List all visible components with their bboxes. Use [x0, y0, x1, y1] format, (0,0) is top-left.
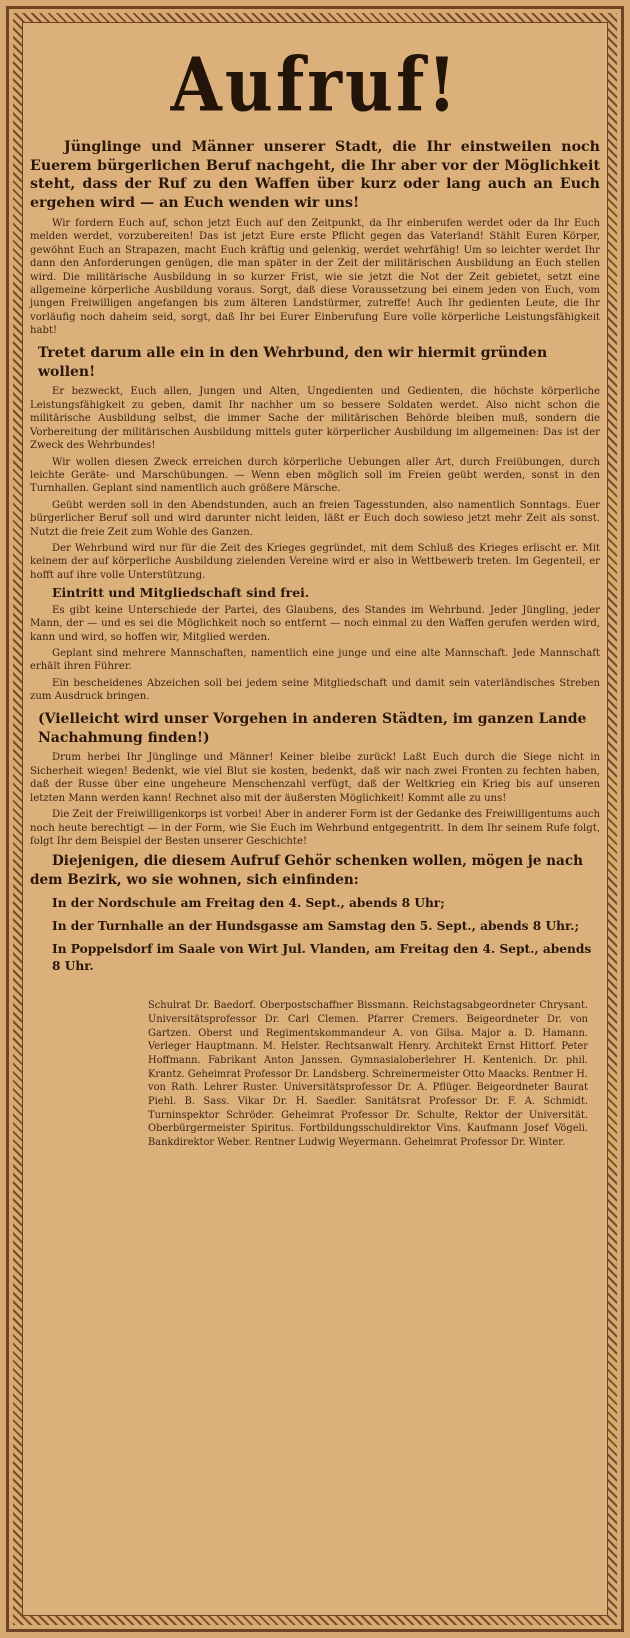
paragraph-exercises: Wir wollen diesen Zweck erreichen durch körperliche Uebungen aller Art, durch Freiübungen, durch leichte Geräte- und Marschübungen. — Wenn eben möglich soll im Freien geübt werden, sonst in den Turnhallen. Geplant sind namentlich auch größere Märsche. — [30, 456, 600, 495]
paragraph-preparation: Wir fordern Euch auf, schon jetzt Euch auf den Zeitpunkt, da Ihr einberufen werdet oder da Ihr Euch melden werdet, vorzubereiten! Das ist jetzt Eure erste Pflicht gegen das Vaterland! Stählt Euren Körper, gewöhnt Euch an Strapazen, macht Euch kräftig und gelenkig, werdet wehrfähig! Um so leichter werdet Ihr dann den Anforderungen genügen, die man später in der Zeit der militärischen Ausbildung an Euch stellen wird. Die militärische Ausbildung in so kurzer Frist, wie sie jetzt die Not der Zeit gebietet, setzt eine allgemeine körperliche Ausbildung voraus. Sorgt, daß diese Voraussetzung bei einem jeden von Euch, vom jungen Freiwilligen angefangen bis zum älteren Landstürmer, zutreffe! Auch Ihr gedienten Leute, die Ihr vorläufig noch daheim seid, sorgt, daß Ihr bei Eurer Einberufung Eure volle körperliche Leistungsfähigkeit habt! — [30, 217, 600, 337]
location-nordschule: In der Nordschule am Freitag den 4. Sept., abends 8 Uhr; — [52, 896, 445, 911]
paragraph-no-differences: Es gibt keine Unterschiede der Partei, des Glaubens, des Standes im Wehrbund. Jeder Jüngling, jeder Mann, der — und es sei die Möglichkeit noch so entfernt — noch einmal zu den Waffen gerufen werden wird, kann und wird, so hoffen wir, Mitglied werden. — [30, 604, 600, 643]
paragraph-volunteer-idea: Die Zeit der Freiwilligenkorps ist vorbei! Aber in anderer Form ist der Gedanke des Freiwilligentums auch noch heute berechtigt — in der Form, wie Sie Euch im Wehrbund entgegentritt. In dem Ihr seinem Rufe folgt, folgt Ihr dem Beispiel der Besten unserer Geschichte! — [30, 809, 600, 847]
location-poppelsdorf: In Poppelsdorf im Saale von Wirt Jul. Vlanden, am Freitag den 4. Sept., abends 8 Uhr. — [52, 942, 592, 974]
paragraph-teams: Geplant sind mehrere Mannschaften, namentlich eine junge und eine alte Mannschaft. Jede Mannschaft erhält ihren Führer. — [30, 647, 600, 673]
location-turnhalle: In der Turnhalle an der Hundsgasse am Samstag den 5. Sept., abends 8 Uhr.; — [52, 919, 580, 934]
paragraph-duration: Der Wehrbund wird nur für die Zeit des Krieges gegründet, mit dem Schluß des Krieges erlischt er. Mit keinem der auf körperliche Ausbildung zielenden Vereine wird er also in Wettbewerb treten. Im Gegenteil, er hofft auf ihre volle Unterstützung. — [30, 543, 600, 581]
paragraph-badge: Ein bescheidenes Abzeichen soll bei jedem seine Mitgliedschaft und damit sein vaterländisches Streben zum Ausdruck bringen. — [30, 677, 600, 703]
poster-content — [30, 30, 600, 1150]
instructions-heading: Diejenigen, die diesem Aufruf Gehör schenken wollen, mögen je nach dem Bezirk, wo sie wohnen, sich einfinden: — [30, 853, 584, 888]
paragraph-schedule: Geübt werden soll in den Abendstunden, auch an freien Tagesstunden, also namentlich Sonntags. Euer bürgerlicher Beruf soll und wird darunter nicht leiden, läßt er Euch doch sowieso jetzt mehr Zeit als sonst. Nutzt die freie Zeit zum Wohle des Ganzen. — [30, 499, 600, 538]
signatories-list: Schulrat Dr. Baedorf. Oberpostschaffner Bissmann. Reichstagsabgeordneter Chrysant. Universitätsprofessor Dr. Carl Clemen. Pfarrer Cremers. Beigeordneter Dr. von Gartzen. Oberst und Regimentskommandeur A. von Gilsa. Major a. D. Hamann. Verleger Hauptmann. M. Helster. Rechtsanwalt Henry. Architekt Ernst Hittorf. Peter Hoffmann. Fabrikant Anton Janssen. Gymnasialoberlehrer H. Kentenich. Dr. phil. Krantz. Geheimrat Professor Dr. Landsberg. Schreinermeister Otto Maacks. Rentner H. von Rath. Lehrer Ruster. Universitätsprofessor Dr. A. Pflüger. Beigeordneter Baurat Piehl. B. Sass. Vikar Dr. H. Saedler. Sanitätsrat Professor Dr. F. A. Schmidt. Turninspektor Schröder. Geheimrat Professor Dr. Schulte, Rektor der Universität. Oberbürgermeister Spiritus. Fortbildungsschuldirektor Vins. Kaufmann Josef Vögeli. Bankdirektor Weber. Rentner Ludwig Weyermann. Geheimrat Professor Dr. Winter. — [148, 1000, 588, 1148]
heading-imitation: (Vielleicht wird unser Vorgehen in anderen Städten, im ganzen Lande Nachahmung finden!) — [38, 710, 587, 746]
heading-join-wehrbund: Tretet darum alle ein in den Wehrbund, den wir hiermit gründen wollen! — [38, 344, 548, 380]
page-title: Aufruf! — [170, 41, 460, 129]
heading-membership-free: Eintritt und Mitgliedschaft sind frei. — [52, 585, 310, 601]
lead-paragraph: Jünglinge und Männer unserer Stadt, die Ihr einstweilen noch Euerem bürgerlichen Beruf nachgeht, die Ihr aber vor der Möglichkeit steht, dass der Ruf zu den Waffen über kurz oder lang auch an Euch ergehen wird — an Euch wenden wir uns! — [30, 138, 600, 212]
paragraph-purpose: Er bezweckt, Euch allen, Jungen und Alten, Ungedienten und Gedienten, die höchste körperliche Leistungsfähigkeit zu geben, damit Ihr nachher um so bessere Soldaten werdet. Also nicht schon die militärische Ausbildung selbst, die immer Sache der militärischen Behörde bleiben muß, sondern die Vorbereitung der militärischen Ausbildung mittels guter körperlicher Ausbildung im allgemeinen: Das ist der Zweck des Wehrbundes! — [30, 386, 600, 452]
paragraph-call-to-arms: Drum herbei Ihr Jünglinge und Männer! Keiner bleibe zurück! Laßt Euch durch die Siege nicht in Sicherheit wiegen! Bedenkt, wie viel Blut sie kosten, bedenkt, daß wir nach zwei Fronten zu fechten haben, daß der Russe über eine ungeheure Menschenzahl verfügt, daß der Weltkrieg ein Krieg bis auf unseren letzten Mann werden kann! Rechnet also mit der äußersten Möglichkeit! Kommt alle zu uns! — [30, 752, 600, 804]
